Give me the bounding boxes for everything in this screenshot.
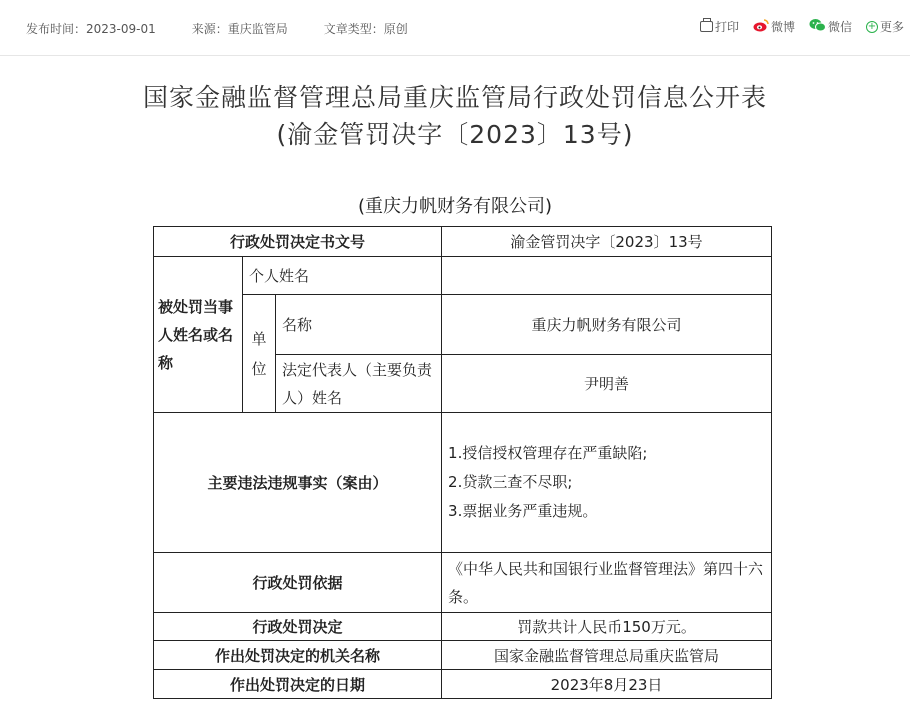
plus-icon: + bbox=[867, 20, 877, 32]
company-subtitle: (重庆力帆财务有限公司) bbox=[357, 196, 553, 217]
table-row bbox=[154, 413, 772, 553]
article-type: 文章类型：原创 bbox=[323, 22, 408, 36]
legal-rep-value: 尹明善 bbox=[442, 355, 772, 413]
fact-item: 3.票据业务严重违规。 bbox=[448, 502, 598, 520]
facts-label: 主要违法违规事实（案由） bbox=[154, 413, 442, 553]
doc-no-label: 行政处罚决定书文号 bbox=[154, 227, 442, 257]
legal-rep-label: 法定代表人（主要负责人）姓名 bbox=[276, 355, 442, 413]
article-meta-bar bbox=[0, 0, 910, 56]
weibo-icon bbox=[753, 18, 769, 35]
weibo-label: 微博 bbox=[770, 20, 795, 34]
decision-value: 罚款共计人民币150万元。 bbox=[442, 613, 772, 641]
publish-time: 发布时间：2023-09-01 bbox=[26, 22, 156, 36]
page-title: 国家金融监督管理总局重庆监管局行政处罚信息公开表 bbox=[142, 83, 767, 112]
party-label: 被处罚当事人姓名或名称 bbox=[154, 257, 243, 413]
personal-name-value bbox=[442, 257, 772, 295]
share-more-button[interactable] bbox=[866, 18, 904, 35]
wechat-label: 微信 bbox=[827, 20, 852, 34]
table-row bbox=[154, 227, 772, 257]
table-row bbox=[154, 295, 772, 355]
share-wechat-button[interactable] bbox=[809, 18, 852, 35]
decision-label: 行政处罚决定 bbox=[154, 613, 442, 641]
authority-label: 作出处罚决定的机关名称 bbox=[154, 641, 442, 670]
basis-value: 《中华人民共和国银行业监督管理法》第四十六条。 bbox=[442, 553, 772, 613]
fact-item: 1.授信授权管理存在严重缺陷; bbox=[448, 444, 648, 462]
fact-item: 2.贷款三查不尽职; bbox=[448, 473, 573, 491]
more-label: 更多 bbox=[879, 20, 904, 34]
article-meta bbox=[26, 20, 444, 37]
doc-no-value: 渝金管罚决字〔2023〕13号 bbox=[442, 227, 772, 257]
article-source: 来源：重庆监管局 bbox=[191, 22, 288, 36]
unit-label: 单位 bbox=[243, 295, 276, 413]
personal-name-label: 个人姓名 bbox=[243, 257, 442, 295]
wechat-icon bbox=[809, 18, 826, 35]
table-row bbox=[154, 553, 772, 613]
print-button[interactable] bbox=[700, 18, 739, 35]
table-row bbox=[154, 257, 772, 295]
share-weibo-button[interactable] bbox=[753, 18, 795, 35]
facts-value bbox=[442, 413, 772, 553]
share-toolbar bbox=[686, 18, 904, 35]
decision-number-title: (渝金管罚决字〔2023〕13号) bbox=[276, 120, 634, 149]
basis-label: 行政处罚依据 bbox=[154, 553, 442, 613]
unit-name-value: 重庆力帆财务有限公司 bbox=[442, 295, 772, 355]
table-row bbox=[154, 670, 772, 699]
date-value: 2023年8月23日 bbox=[442, 670, 772, 699]
date-label: 作出处罚决定的日期 bbox=[154, 670, 442, 699]
penalty-info-table bbox=[153, 226, 772, 699]
unit-name-label: 名称 bbox=[276, 295, 442, 355]
table-row bbox=[154, 641, 772, 670]
print-label: 打印 bbox=[714, 20, 739, 34]
printer-icon bbox=[700, 21, 713, 32]
table-row bbox=[154, 613, 772, 641]
authority-value: 国家金融监督管理总局重庆监管局 bbox=[442, 641, 772, 670]
